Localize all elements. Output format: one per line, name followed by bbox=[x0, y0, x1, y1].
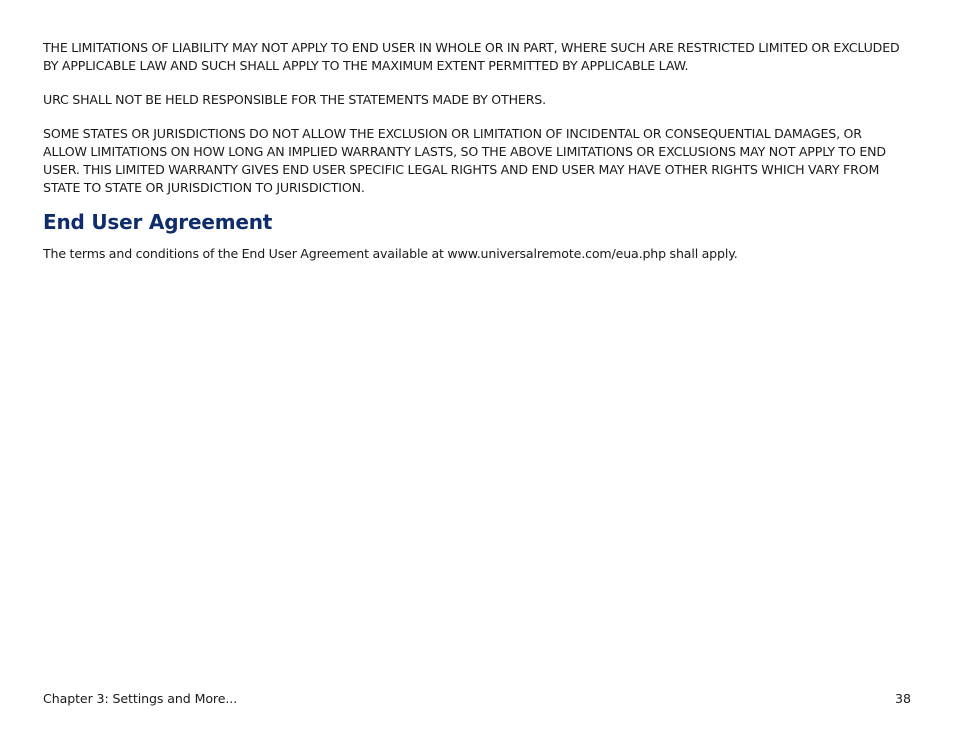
statements-disclaimer-paragraph: URC SHALL NOT BE HELD RESPONSIBLE FOR THE STATEMENTS MADE BY OTHERS. bbox=[43, 92, 547, 107]
jurisdiction-paragraph: SOME STATES OR JURISDICTIONS DO NOT ALLOW THE EXCLUSION OR LIMITATION OF INCIDENTAL OR CONSEQUENTIAL DAMAGES, OR ALLOW LIMITATIONS ON HOW LONG AN IMPLIED WARRANTY LASTS, SO THE ABOVE LIMITATIONS OR EXCLUSIONS MAY NOT APPLY TO END USER. THIS LIMITED WARRANTY GIVES END USER SPECIFIC LEGAL RIGHTS AND END USER MAY HAVE OTHER RIGHTS WHICH VARY FROM STATE TO STATE OR JURISDICTION TO JURISDICTION. bbox=[43, 126, 886, 195]
page-content bbox=[43, 39, 905, 279]
footer-chapter-title: Chapter 3: Settings and More... bbox=[43, 691, 238, 706]
end-user-agreement-paragraph: The terms and conditions of the End User Agreement available at www.universalremote.com/eua.php shall apply. bbox=[43, 246, 738, 261]
footer-page-number: 38 bbox=[894, 691, 911, 706]
section-heading: End User Agreement bbox=[43, 210, 273, 234]
liability-limitations-paragraph: THE LIMITATIONS OF LIABILITY MAY NOT APPLY TO END USER IN WHOLE OR IN PART, WHERE SUCH ARE RESTRICTED LIMITED OR EXCLUDED BY APPLICABLE LAW AND SUCH SHALL APPLY TO THE MAXIMUM EXTENT PERMITTED BY APPLICABLE LAW. bbox=[43, 40, 900, 73]
